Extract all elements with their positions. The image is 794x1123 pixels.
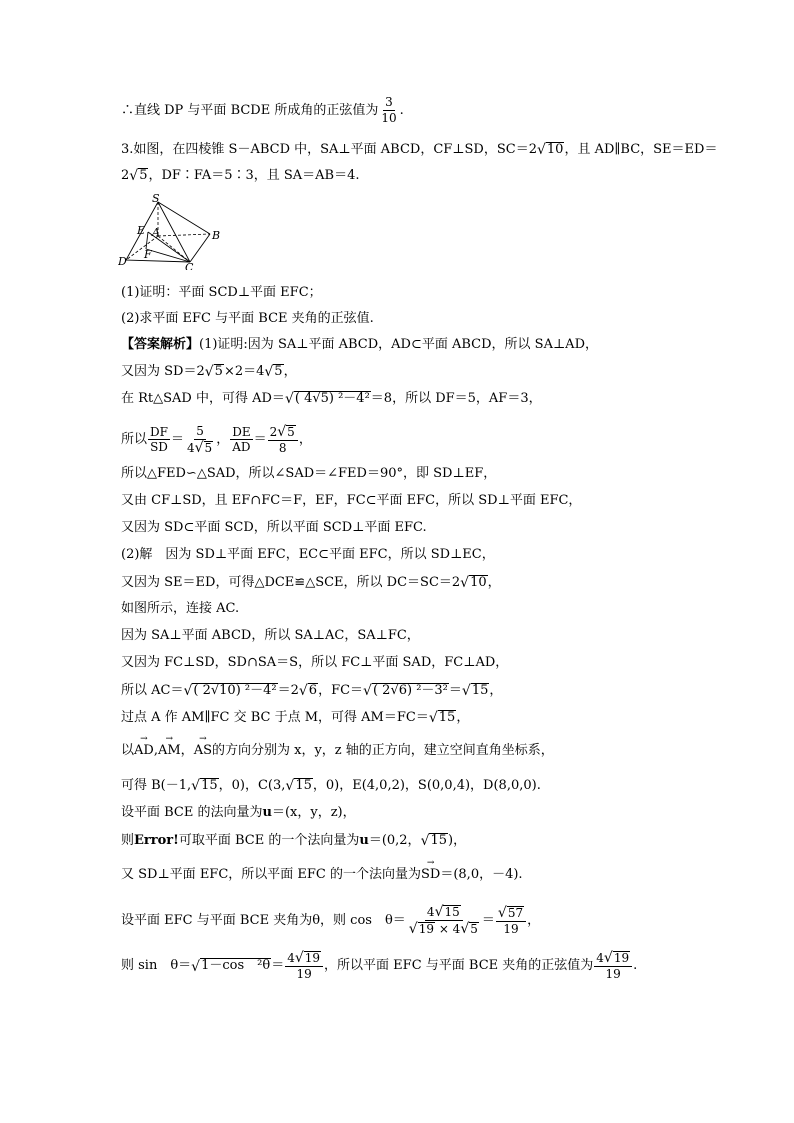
text: 以 [121,743,135,758]
denominator: 19 [503,921,519,936]
radicand: 57 [507,905,524,920]
radicand: 5 [139,168,148,183]
label-e: E [137,224,146,237]
radicand: 19 [304,951,321,965]
text: ， [216,432,230,448]
radicand: 10 [470,575,487,590]
text: 又因为 SD＝2 [121,364,205,380]
text: 可得 B(－1, [121,778,192,794]
sqrt: √ 5 [194,439,213,456]
text: ，0)，E(4,0,2)，S(0,0,4)，D(8,0,0). [312,778,541,794]
text: ＝ [253,432,267,448]
sqrt: √ 15 [191,778,218,795]
text: 过点 A 作 AM∥FC 交 BC 于点 M，可得 AM＝FC＝ [121,710,429,726]
denominator: 19 [296,967,312,982]
text: ＝ [271,958,285,974]
coefficient: 4 [596,951,604,966]
text: 可取平面 BCE 的一个法向量为 [178,833,360,849]
vector-u: u [359,833,369,849]
fraction [496,906,526,936]
text: , [153,743,158,758]
solution-line [121,905,540,936]
radicand: 19 [613,951,630,965]
question-2 [121,312,374,325]
text: 则 [121,833,135,849]
final-line [121,951,637,981]
text: 又 SD⊥平面 EFC，所以平面 EFC 的一个法向量为 [121,867,421,882]
sqrt: √ ( 2√6) ²－3² [363,683,448,700]
text: 如图所示，连接 AC. [121,601,240,616]
denominator [407,921,481,936]
solution-line [121,656,508,669]
solution-line [121,467,496,480]
answer-heading-line [121,338,598,351]
fraction [594,951,632,981]
solution-line [121,683,502,698]
numerator: 3 [385,95,393,109]
solution-line [121,868,523,881]
radicand: 5 [214,364,223,379]
denominator: AD [232,440,251,455]
text: ＝ [448,683,462,699]
radicand: 5 [470,922,478,937]
numerator: DE [232,424,251,439]
label-s: S [152,194,160,205]
text: ，FC＝ [318,683,364,699]
text: (2)求平面 EFC 与平面 BCE 夹角的正弦值. [121,311,374,326]
text: 设平面 BCE 的法向量为 [121,805,263,820]
edge-sc [158,202,190,262]
sqrt: √ 15 [461,683,489,700]
text: 又因为 SD⊂平面 SCD，所以平面 SCD⊥平面 EFC. [121,520,427,535]
radicand: 15 [444,905,460,919]
sqrt: √ 5 [277,424,295,441]
text: 则 sin θ＝ [121,958,192,974]
text: 所以 [121,432,148,448]
answer-tag: 【答案解析】 [121,337,200,352]
coefficient: 4 [186,440,195,455]
text: ＝8，所以 DF＝5，AF＝3， [370,391,542,407]
vector: → AM [158,744,181,757]
sqrt: √ 57 [497,904,524,921]
label-b: B [212,229,221,242]
numerator: DF [150,424,168,439]
text: ， [527,913,541,929]
solution-line [121,494,581,507]
numerator [496,906,526,922]
text: × 4 [435,922,461,937]
vector: → AS [194,744,212,757]
solution-line [121,602,239,615]
denominator: SD [150,440,168,455]
fraction [230,426,252,454]
edge-cb [190,234,210,262]
text: (1)证明：平面 SCD⊥平面 EFC； [121,285,322,300]
solution-line [121,364,297,379]
radicand: ( 2√6) ²－3² [372,683,448,698]
text: ＝ [481,913,495,929]
sqrt: √ 6 [298,683,318,700]
radicand: ( 2√10) ²－4² [193,683,277,698]
text: . [633,958,638,974]
solution-line [121,575,501,590]
label-d: D [118,255,127,268]
text: ， [456,710,470,726]
text: ，且 AD∥BC，SE＝ED＝ [564,142,718,158]
question-1 [121,286,322,299]
denominator: 8 [278,441,287,456]
sqrt: √ ( 4√5) ²－4² [284,391,370,408]
numerator [268,425,298,441]
fraction [407,905,481,936]
problem-statement-line-1 [121,142,717,157]
denominator [185,440,215,455]
vector-u: u [262,805,272,820]
radicand: 19 [418,922,434,937]
coefficient: 4 [426,905,435,920]
sqrt: √ 5 [264,364,283,381]
sqrt: √ 10 [536,142,564,159]
solution-line [121,833,466,848]
error-placeholder: Error! [134,833,179,849]
text: ∴直线 DP 与平面 BCDE 所成角的正弦值为 [121,102,379,118]
problem-statement-line-2 [121,168,360,183]
text: ， [283,364,297,380]
text: ， [180,743,194,758]
fraction [268,425,298,455]
sqrt: √ 10 [460,575,487,592]
sqrt: √ 19 [294,950,321,967]
text: ， [298,432,312,448]
text: (1)证明:因为 SA⊥平面 ABCD，AD⊂平面 ABCD，所以 SA⊥AD， [199,337,598,352]
text: 所以△FED∽△SAD，所以∠SAD＝∠FED＝90°，即 SD⊥EF， [121,466,497,481]
text: )， [448,833,467,849]
text: ＝2 [277,683,299,699]
label-c: C [185,261,194,270]
solution-line [121,710,469,725]
text: . [399,102,404,118]
conclusion-line [121,96,404,124]
radicand: 15 [430,833,448,848]
edge-ef [146,232,148,249]
sqrt: √ 5 [129,168,148,185]
sqrt: √ ( 2√10) ²－4² [183,683,277,700]
solution-line [121,548,495,561]
text: ＝(0,2， [368,833,421,849]
text: ＝(x，y，z)， [271,805,356,820]
solution-line [121,744,554,757]
solution-line [121,806,356,819]
radicand: 10 [546,142,564,157]
radicand: ( 4√5) ²－4² [294,391,370,406]
sqrt: √ 5 [204,364,223,381]
text: ×2＝4 [223,364,265,380]
radicand: 5 [274,364,283,379]
text: (2)解 因为 SD⊥平面 EFC，EC⊂平面 EFC，所以 SD⊥EC， [121,547,495,562]
text: 因为 SA⊥平面 ABCD，所以 SA⊥AC，SA⊥FC， [121,628,420,643]
vector: → SD [421,868,440,881]
sqrt: √ 15 [420,833,448,850]
edge-fc [146,249,190,262]
sqrt: √ 19 [603,950,630,967]
label-a: A [152,226,160,239]
numerator [425,905,463,921]
text: ， [489,683,503,699]
coefficient: 4 [287,951,295,966]
solution-line [121,778,541,793]
radicand: 5 [204,440,213,455]
edge-sb [158,202,210,234]
edge-ab [158,234,210,236]
numerator [594,951,632,967]
radicand: 15 [471,683,489,698]
radicand: 15 [438,710,456,725]
radicand: 15 [201,778,218,793]
text: 所以 AC＝ [121,683,184,699]
text: 又因为 FC⊥SD，SD∩SA＝S，所以 FC⊥平面 SAD，FC⊥AD， [121,655,509,670]
fraction [148,426,170,454]
sqrt: √ 5 [460,921,478,938]
text: 设平面 EFC 与平面 BCE 夹角为θ，则 cos θ＝ [121,913,406,929]
radicand: 15 [295,778,312,793]
radicand: 6 [308,683,318,698]
solution-line [121,521,427,534]
sqrt: √ 15 [285,778,312,795]
sqrt: √ 1－cos ²θ [191,958,271,975]
text: ＝(8,0，－4). [440,867,523,882]
denominator: 10 [381,110,397,125]
text: 的方向分别为 x，y，z 轴的正方向，建立空间直角坐标系， [211,743,554,758]
text: 3.如图，在四棱锥 S－ABCD 中，SA⊥平面 ABCD，CF⊥SD，SC＝2 [121,142,537,158]
edge-ac [158,236,190,262]
edge-ad [126,236,158,260]
text: 又因为 SE＝ED，可得△DCE≌△SCE，所以 DC＝SC＝2 [121,575,461,591]
text: ，DF∶FA＝5∶3，且 SA＝AB＝4. [148,168,360,184]
solution-line [121,425,312,455]
text: ，所以平面 EFC 与平面 BCE 夹角的正弦值为 [324,958,594,974]
text: ，0)，C(3, [218,778,286,794]
vector: → AD [134,744,154,757]
denominator: 19 [605,967,621,982]
solution-line [121,391,542,406]
sqrt: √ 19 [408,921,434,938]
numerator [285,951,323,967]
text: 在 Rt△SAD 中，可得 AD＝ [121,391,285,407]
text: ＝ [170,432,184,448]
numerator: 5 [196,424,204,438]
coefficient: 2 [269,425,278,440]
text: 2 [121,168,130,184]
fraction [285,951,323,981]
radicand: 1－cos ²θ [201,958,271,974]
radicand: 5 [287,425,295,439]
label-f: F [144,248,152,261]
solution-line [121,629,420,642]
text: 又由 CF⊥SD，且 EF∩FC＝F，EF，FC⊂平面 EFC，所以 SD⊥平面 EFC， [121,493,582,508]
text: ， [487,575,501,591]
fraction [185,425,215,455]
edge-dc [126,260,190,262]
fraction [379,96,398,124]
sqrt: √ 15 [428,710,456,727]
sqrt: √ 15 [434,904,460,921]
pyramid-figure [118,194,228,270]
